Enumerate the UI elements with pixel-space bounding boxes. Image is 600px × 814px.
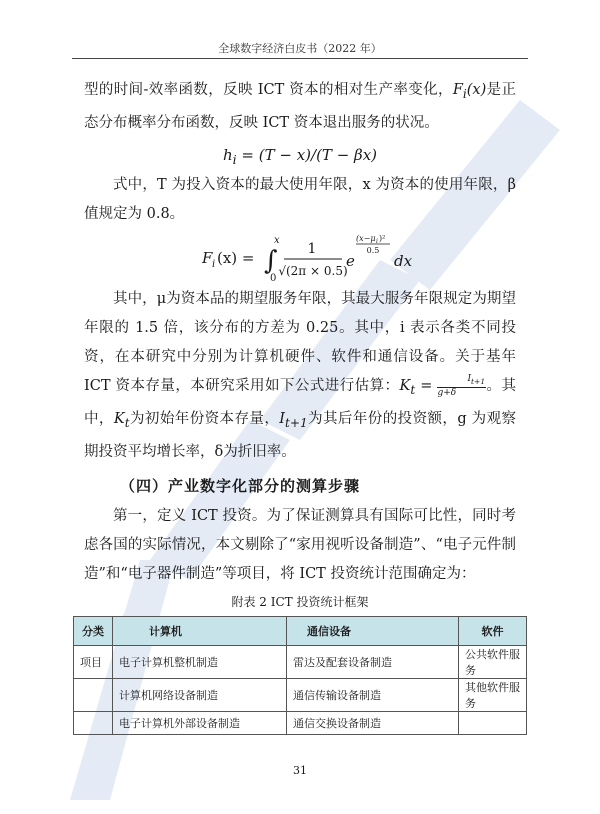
formula-2-lhs: F bbox=[202, 248, 213, 267]
symbol-I: I bbox=[279, 410, 285, 427]
paragraph-3-text-c: 为初始年份资本存量， bbox=[129, 410, 280, 427]
table-header-cell: 通信设备 bbox=[287, 616, 459, 645]
header-rule bbox=[72, 58, 528, 59]
paragraph-4: 第一，定义 ICT 投资。为了保证测算具有国际可比性，同时考虑各国的实际情况，本文剔除了“家用视听设备制造”、“电子元件制造”和“电子器件制造”等项目，将 ICT 投资统计范围确定为： bbox=[84, 507, 516, 582]
integral-lower: 0 bbox=[270, 272, 277, 284]
fraction-num-I: I bbox=[467, 373, 472, 384]
table-header-cell: 软件 bbox=[459, 616, 527, 645]
fraction-K-num bbox=[437, 374, 486, 388]
formula-2-dx: dx bbox=[394, 251, 413, 270]
table-cell: 电子计算机外部设备制造 bbox=[113, 711, 287, 734]
paragraph-1-text-b: 是正态分布概率分布函数，反映 ICT 资本退出服务的状况。 bbox=[84, 82, 517, 131]
table-cell bbox=[459, 711, 527, 734]
symbol-F-arg: (x) bbox=[466, 82, 487, 98]
paragraph-3-text-d: 为其后年份的投资额，g 为观察期投资平均增长率，δ为折旧率。 bbox=[84, 410, 517, 460]
formula-1-rest: = (T − x)/(T − βx) bbox=[236, 145, 378, 164]
symbol-K2-sub: t bbox=[124, 415, 130, 430]
ict-table bbox=[73, 616, 527, 735]
exp-base: e bbox=[346, 251, 355, 270]
table-cell: 电子计算机整机制造 bbox=[113, 645, 287, 678]
paragraph-3-text-a: 其中，μ为资本品的期望服务年限，其最大服务年限规定为期望年限的 1.5 倍，该分布的方差为 0.25。其中，i 表示各类不同投资，在本研究中分别为计算机硬件、软件和通信设备。关于基年 ICT 资本存量，本研究采用如下公式进行估算： bbox=[84, 290, 516, 394]
table-cell bbox=[74, 711, 113, 734]
table-caption: 附表 2 ICT 投资统计框架 bbox=[231, 594, 369, 609]
formula-2 bbox=[84, 229, 516, 285]
table-cell: 公共软件服务 bbox=[459, 645, 527, 678]
table-row bbox=[74, 711, 527, 734]
formula-2-svg bbox=[84, 229, 516, 285]
formula-2-lhs-sub: i bbox=[212, 258, 216, 270]
symbol-I-sub: t+1 bbox=[284, 415, 308, 430]
exp-numerator-end: )² bbox=[379, 233, 386, 243]
table-cell: 计算机网络设备制造 bbox=[113, 678, 287, 711]
table-header-row bbox=[74, 616, 527, 645]
formula-1-h: h bbox=[222, 145, 233, 164]
page-number: 31 bbox=[293, 764, 307, 777]
table-cell: 项目 bbox=[74, 645, 113, 678]
page-body bbox=[80, 76, 520, 735]
table-row bbox=[74, 645, 527, 678]
table-cell: 其他软件服务 bbox=[459, 678, 527, 711]
symbol-F: F bbox=[452, 82, 463, 98]
paragraph-2: 式中，T 为投入资本的最大使用年限，x 为资本的使用年限，β值规定为 0.8。 bbox=[84, 176, 516, 222]
table-header-cell: 计算机 bbox=[113, 616, 287, 645]
integral-sign: ∫ bbox=[264, 245, 278, 276]
section-heading: （四）产业数字化部分的测算步骤 bbox=[120, 476, 361, 495]
symbol-K2: K bbox=[113, 410, 125, 427]
integral-upper: x bbox=[274, 234, 280, 246]
paragraph-1-text-a: 型的时间-效率函数，反映 ICT 资本的相对生产率变化， bbox=[84, 82, 453, 98]
symbol-F-sub: i bbox=[462, 86, 467, 101]
frac-denominator: √(2π × 0.5) bbox=[278, 263, 348, 278]
exp-denominator: 0.5 bbox=[366, 245, 380, 255]
symbol-K: K bbox=[399, 377, 411, 394]
table-header-cell: 分类 bbox=[74, 616, 113, 645]
table-row bbox=[74, 678, 527, 711]
formula-1 bbox=[84, 146, 516, 167]
exp-numerator-sub: i bbox=[376, 237, 378, 245]
frac-numerator: 1 bbox=[307, 240, 317, 257]
paragraph-3-text-b: 。其中， bbox=[84, 377, 516, 427]
fraction-K bbox=[437, 374, 486, 398]
exp-numerator: (x−μ bbox=[356, 233, 376, 243]
table-cell: 雷达及配套设备制造 bbox=[287, 645, 459, 678]
symbol-K-sub: t bbox=[410, 382, 416, 397]
paragraph-3 bbox=[84, 285, 516, 467]
formula-1-sub: i bbox=[232, 151, 237, 167]
table-cell: 通信传输设备制造 bbox=[287, 678, 459, 711]
symbol-equals: = bbox=[415, 377, 438, 394]
table-cell: 通信交换设备制造 bbox=[287, 711, 459, 734]
formula-2-lhs-arg: (x) = bbox=[217, 248, 255, 267]
fraction-den: g+δ bbox=[437, 387, 457, 398]
paragraph-1 bbox=[84, 76, 516, 138]
fraction-num-sub: t+1 bbox=[471, 376, 486, 386]
running-header: 全球数字经济白皮书（2022 年） bbox=[218, 42, 382, 55]
table-cell bbox=[74, 678, 113, 711]
